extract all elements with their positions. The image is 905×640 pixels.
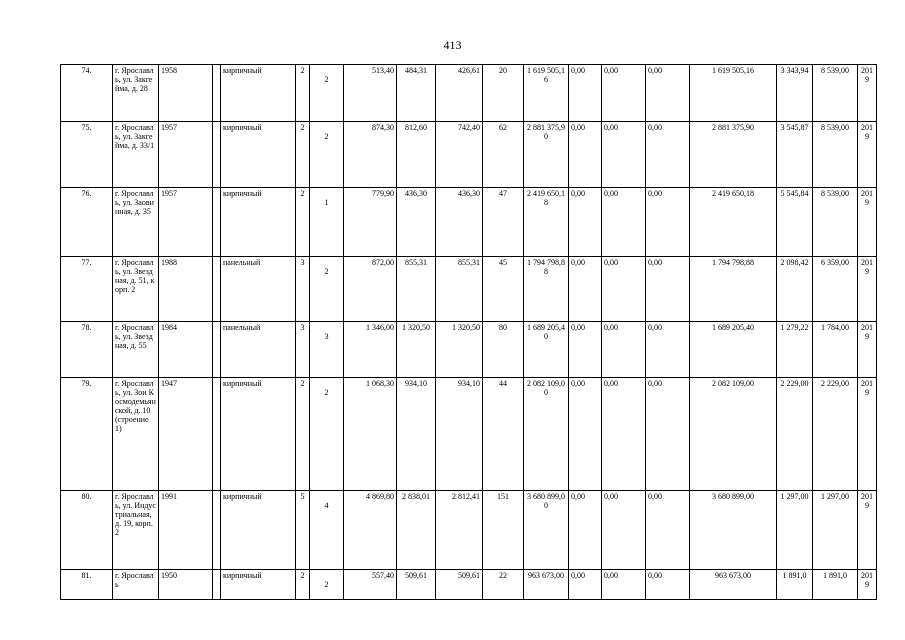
cell-v3: 0,00 [646,257,690,322]
cell-year-plan: 2019 [858,491,877,570]
cell-cost-owners: 2 881 375,90 [690,122,777,188]
cell-area-c: 1 320,50 [436,322,483,378]
cell-v2: 0,00 [602,65,646,122]
cell-residents: 62 [483,122,524,188]
cell-residents: 80 [483,322,524,378]
cell-total-area: 1 346,00 [344,322,397,378]
cell-cost-total: 2 082 109,00 [524,378,569,491]
cell-v1: 0,00 [569,188,602,257]
cell-year: 1947 [159,378,213,491]
cell-year-plan: 2019 [858,257,877,322]
cell-blank [213,570,221,600]
cell-year-plan: 2019 [858,122,877,188]
cell-area-c: 2 812,41 [436,491,483,570]
cell-material: кирпичный [221,570,296,600]
cell-unit-cost: 2 098,42 [777,257,813,322]
cell-max-cost: 8 539,00 [813,122,858,188]
cell-material: панельный [221,322,296,378]
cell-v2: 0,00 [602,570,646,600]
cell-entrances: 1 [310,188,344,257]
cell-unit-cost: 2 229,00 [777,378,813,491]
cell-cost-owners: 2 082 109,00 [690,378,777,491]
cell-entrances: 2 [310,122,344,188]
cell-blank [213,257,221,322]
cell-num: 81. [61,570,113,600]
cell-address: г. Ярославль [113,570,159,600]
cell-blank [213,378,221,491]
cell-cost-owners: 3 680 899,00 [690,491,777,570]
cell-material: кирпичный [221,122,296,188]
cell-floors: 2 [296,188,310,257]
cell-unit-cost: 5 545,84 [777,188,813,257]
cell-total-area: 779,90 [344,188,397,257]
cell-v1: 0,00 [569,322,602,378]
page-number: 413 [443,38,462,52]
cell-area-b: 812,60 [397,122,436,188]
cell-address: г. Ярославль, ул. Индустриальная, д. 19, корп. 2 [113,491,159,570]
cell-cost-total: 1 794 798,88 [524,257,569,322]
cell-floors: 2 [296,122,310,188]
cell-area-c: 426,61 [436,65,483,122]
cell-material: кирпичный [221,378,296,491]
cell-residents: 44 [483,378,524,491]
cell-total-area: 513,40 [344,65,397,122]
cell-max-cost: 8 539,00 [813,188,858,257]
table-row [61,491,877,570]
cell-v3: 0,00 [646,65,690,122]
cell-entrances: 2 [310,570,344,600]
table-row [61,378,877,491]
cell-max-cost: 8 539,00 [813,65,858,122]
cell-material: кирпичный [221,188,296,257]
cell-v2: 0,00 [602,322,646,378]
cell-entrances: 3 [310,322,344,378]
cell-blank [213,491,221,570]
cell-material: панельный [221,257,296,322]
cell-area-b: 934,10 [397,378,436,491]
cell-v1: 0,00 [569,491,602,570]
cell-floors: 2 [296,378,310,491]
cell-year: 1991 [159,491,213,570]
cell-v3: 0,00 [646,378,690,491]
cell-v2: 0,00 [602,188,646,257]
cell-area-c: 436,30 [436,188,483,257]
cell-max-cost: 6 359,00 [813,257,858,322]
cell-unit-cost: 3 343,94 [777,65,813,122]
cell-floors: 2 [296,570,310,600]
cell-entrances: 4 [310,491,344,570]
cell-year: 1957 [159,188,213,257]
cell-year: 1957 [159,122,213,188]
cell-year-plan: 2019 [858,65,877,122]
cell-num: 74. [61,65,113,122]
cell-blank [213,65,221,122]
cell-residents: 47 [483,188,524,257]
cell-num: 75. [61,122,113,188]
cell-v3: 0,00 [646,322,690,378]
table-row [61,188,877,257]
cell-year-plan: 2019 [858,570,877,600]
cell-address: г. Ярославль, ул. Закгейма, д. 28 [113,65,159,122]
cell-unit-cost: 1 279,22 [777,322,813,378]
cell-num: 80. [61,491,113,570]
cell-v3: 0,00 [646,188,690,257]
cell-entrances: 2 [310,65,344,122]
cell-max-cost: 1 891,0 [813,570,858,600]
cell-year-plan: 2019 [858,322,877,378]
cell-cost-total: 3 680 899,00 [524,491,569,570]
cell-year: 1988 [159,257,213,322]
cell-num: 79. [61,378,113,491]
cell-v1: 0,00 [569,122,602,188]
table-row [61,65,877,122]
cell-address: г. Ярославль, ул. Заовинная, д. 35 [113,188,159,257]
table-row [61,257,877,322]
cell-floors: 3 [296,257,310,322]
cell-area-b: 855,31 [397,257,436,322]
cell-entrances: 2 [310,257,344,322]
cell-total-area: 874,30 [344,122,397,188]
cell-unit-cost: 1 297,00 [777,491,813,570]
cell-cost-owners: 1 689 205,40 [690,322,777,378]
cell-address: г. Ярославль, ул. Звездная, д. 55 [113,322,159,378]
cell-cost-owners: 1 619 505,16 [690,65,777,122]
cell-max-cost: 1 784,00 [813,322,858,378]
cell-area-c: 509,61 [436,570,483,600]
cell-blank [213,122,221,188]
cell-v1: 0,00 [569,570,602,600]
cell-area-b: 2 838,01 [397,491,436,570]
cell-v2: 0,00 [602,491,646,570]
cell-area-b: 1 320,50 [397,322,436,378]
cell-v2: 0,00 [602,257,646,322]
cell-max-cost: 1 297,00 [813,491,858,570]
cell-cost-total: 1 689 205,40 [524,322,569,378]
cell-address: г. Ярославль, ул. Закгейма, д. 33/1 [113,122,159,188]
cell-v1: 0,00 [569,257,602,322]
cell-v1: 0,00 [569,378,602,491]
cell-cost-owners: 2 419 650,18 [690,188,777,257]
cell-v1: 0,00 [569,65,602,122]
cell-year-plan: 2019 [858,378,877,491]
cell-year: 1958 [159,65,213,122]
cell-entrances: 2 [310,378,344,491]
cell-max-cost: 2 229,00 [813,378,858,491]
cell-floors: 3 [296,322,310,378]
table-row [61,570,877,600]
cell-residents: 22 [483,570,524,600]
cell-cost-owners: 1 794 798,88 [690,257,777,322]
cell-cost-total: 2 419 650,18 [524,188,569,257]
cell-area-b: 509,61 [397,570,436,600]
cell-area-b: 484,31 [397,65,436,122]
cell-material: кирпичный [221,65,296,122]
cell-total-area: 1 068,30 [344,378,397,491]
cell-blank [213,188,221,257]
cell-num: 76. [61,188,113,257]
cell-v3: 0,00 [646,570,690,600]
cell-area-c: 742,40 [436,122,483,188]
cell-num: 77. [61,257,113,322]
cell-unit-cost: 3 545,87 [777,122,813,188]
cell-material: кирпичный [221,491,296,570]
cell-v3: 0,00 [646,491,690,570]
cell-blank [213,322,221,378]
cell-v3: 0,00 [646,122,690,188]
cell-cost-total: 1 619 505,16 [524,65,569,122]
cell-cost-total: 2 881 375,90 [524,122,569,188]
cell-cost-owners: 963 673,00 [690,570,777,600]
cell-year: 1950 [159,570,213,600]
cell-total-area: 557,40 [344,570,397,600]
cell-unit-cost: 1 891,0 [777,570,813,600]
cell-address: г. Ярославль, ул. Зои Космодемьянской, д. 10 (строение 1) [113,378,159,491]
cell-v2: 0,00 [602,378,646,491]
cell-total-area: 4 869,80 [344,491,397,570]
cell-residents: 20 [483,65,524,122]
cell-address: г. Ярославль, ул. Звездная, д. 51, корп. 2 [113,257,159,322]
housing-table [60,64,877,600]
cell-area-b: 436,30 [397,188,436,257]
cell-floors: 2 [296,65,310,122]
cell-v2: 0,00 [602,122,646,188]
cell-year-plan: 2019 [858,188,877,257]
cell-area-c: 855,31 [436,257,483,322]
table-body [61,65,877,600]
cell-residents: 45 [483,257,524,322]
cell-total-area: 872,00 [344,257,397,322]
cell-year: 1984 [159,322,213,378]
table-row [61,122,877,188]
cell-area-c: 934,10 [436,378,483,491]
table-row [61,322,877,378]
cell-residents: 151 [483,491,524,570]
cell-num: 78. [61,322,113,378]
cell-cost-total: 963 673,00 [524,570,569,600]
cell-floors: 5 [296,491,310,570]
